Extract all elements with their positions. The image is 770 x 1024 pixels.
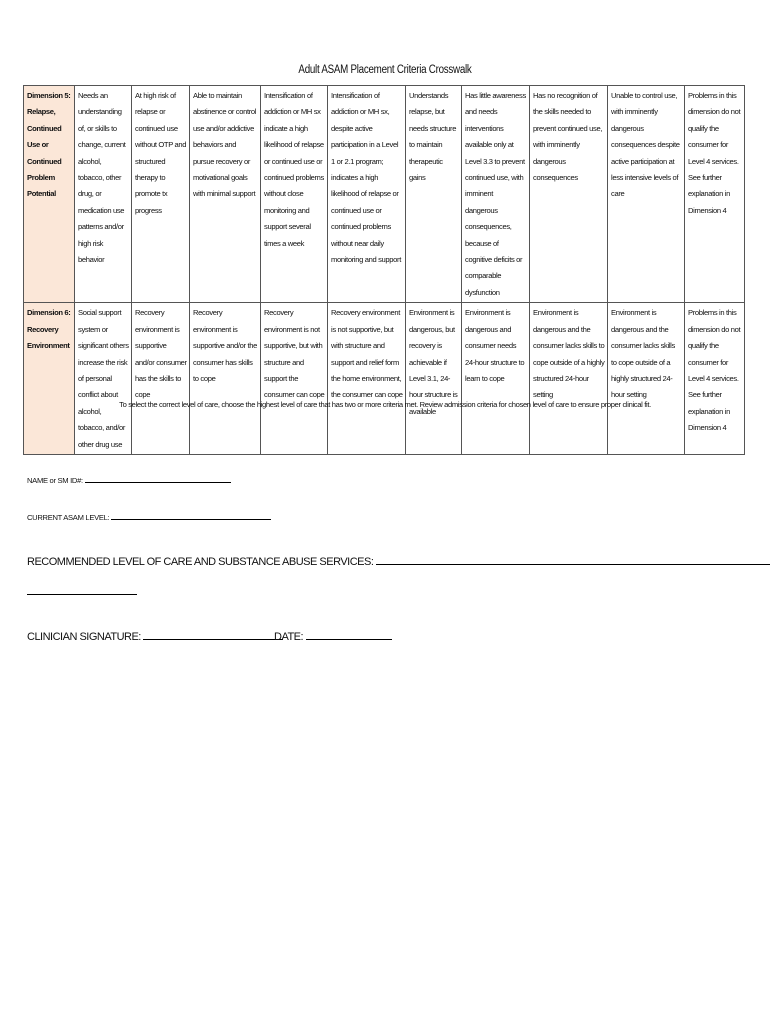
table-cell: Recovery environment is supportive and/or consumer has the skills to cope	[132, 303, 190, 455]
table-cell: Recovery environment is not supportive, but with structure and support the consumer can cope	[261, 303, 328, 455]
instruction-note: To select the correct level of care, choose the highest level of care that has two or more criteria met. Review admission criteria for chosen level of care to ensure proper clinical fit.	[119, 400, 651, 409]
signature-label: CLINICIAN SIGNATURE:	[27, 631, 141, 643]
recommended-field	[27, 556, 770, 568]
table-cell: Problems in this dimension do not qualify the consumer for Level 4 services. See further explanation in Dimension 4	[685, 303, 745, 455]
asam-level-label: CURRENT ASAM LEVEL:	[27, 513, 110, 522]
table-cell: Has little awareness and needs interventions available only at Level 3.3 to prevent continued use, with imminent dangerous consequences, because of cognitive deficits or comparable dysfunction	[462, 86, 530, 303]
asam-level-input-line[interactable]	[111, 519, 271, 520]
dimension-label: Dimension 6: Recovery Environment	[24, 303, 75, 455]
table-cell: Intensification of addiction or MH sx, despite active participation in a Level 1 or 2.1 program; indicates a high likelihood of relapse or continued use or continued problems without near daily monitoring and support	[328, 86, 406, 303]
dimension-label: Dimension 5: Relapse, Continued Use or Continued Problem Potential	[24, 86, 75, 303]
table-cell: Intensification of addiction or MH sx indicate a high likelihood of relapse or continued use or continued problems without close monitoring and support several times a week	[261, 86, 328, 303]
name-label: NAME or SM ID#:	[27, 476, 83, 485]
asam-level-field	[27, 513, 271, 522]
date-input-line[interactable]	[306, 639, 392, 640]
table-cell: Recovery environment is not supportive, but with structure and support and relief form the home environment, the consumer can cope	[328, 303, 406, 455]
table-cell: Environment is dangerous, but recovery is achievable if Level 3.1, 24-hour structure is available	[406, 303, 462, 455]
recommended-label: RECOMMENDED LEVEL OF CARE AND SUBSTANCE ABUSE SERVICES:	[27, 556, 374, 568]
recommended-input-line[interactable]	[376, 564, 770, 565]
table-cell: Environment is dangerous and consumer needs 24-hour structure to learn to cope	[462, 303, 530, 455]
recommended-field-continued	[27, 580, 137, 600]
page-title: Adult ASAM Placement Criteria Crosswalk	[298, 64, 472, 76]
table-cell: Unable to control use, with imminently dangerous consequences despite active participation at less intensive levels of care	[608, 86, 685, 303]
table-cell: Has no recognition of the skills needed to prevent continued use, with imminently dangerous consequences	[530, 86, 608, 303]
name-field	[27, 476, 231, 485]
table-cell: Social support system or significant others increase the risk of personal conflict about alcohol, tobacco, and/or other drug use	[75, 303, 132, 455]
date-field	[274, 631, 392, 643]
signature-field	[27, 631, 283, 643]
name-input-line[interactable]	[85, 482, 231, 483]
signature-input-line[interactable]	[143, 639, 283, 640]
table-cell: Environment is dangerous and the consumer lacks skills to cope outside of a highly structured 24-hour setting	[608, 303, 685, 455]
table-cell: Environment is dangerous and the consumer lacks skills to cope outside of a highly structured 24-hour setting	[530, 303, 608, 455]
table-row	[24, 86, 745, 303]
table-cell: Needs an understanding of, or skills to change, current alcohol, tobacco, other drug, or medication use patterns and/or high risk behavior	[75, 86, 132, 303]
recommended-input-line-2[interactable]	[27, 580, 137, 595]
table-row	[24, 303, 745, 455]
date-label: DATE:	[274, 631, 304, 643]
table-cell: Able to maintain abstinence or control use and/or addictive behaviors and pursue recovery or motivational goals with minimal support	[190, 86, 261, 303]
table-cell: At high risk of relapse or continued use without OTP and structured therapy to promote tx progress	[132, 86, 190, 303]
table-cell: Problems in this dimension do not qualify the consumer for Level 4 services. See further explanation in Dimension 4	[685, 86, 745, 303]
table-cell: Understands relapse, but needs structure to maintain therapeutic gains	[406, 86, 462, 303]
table-cell: Recovery environment is supportive and/or the consumer has skills to cope	[190, 303, 261, 455]
